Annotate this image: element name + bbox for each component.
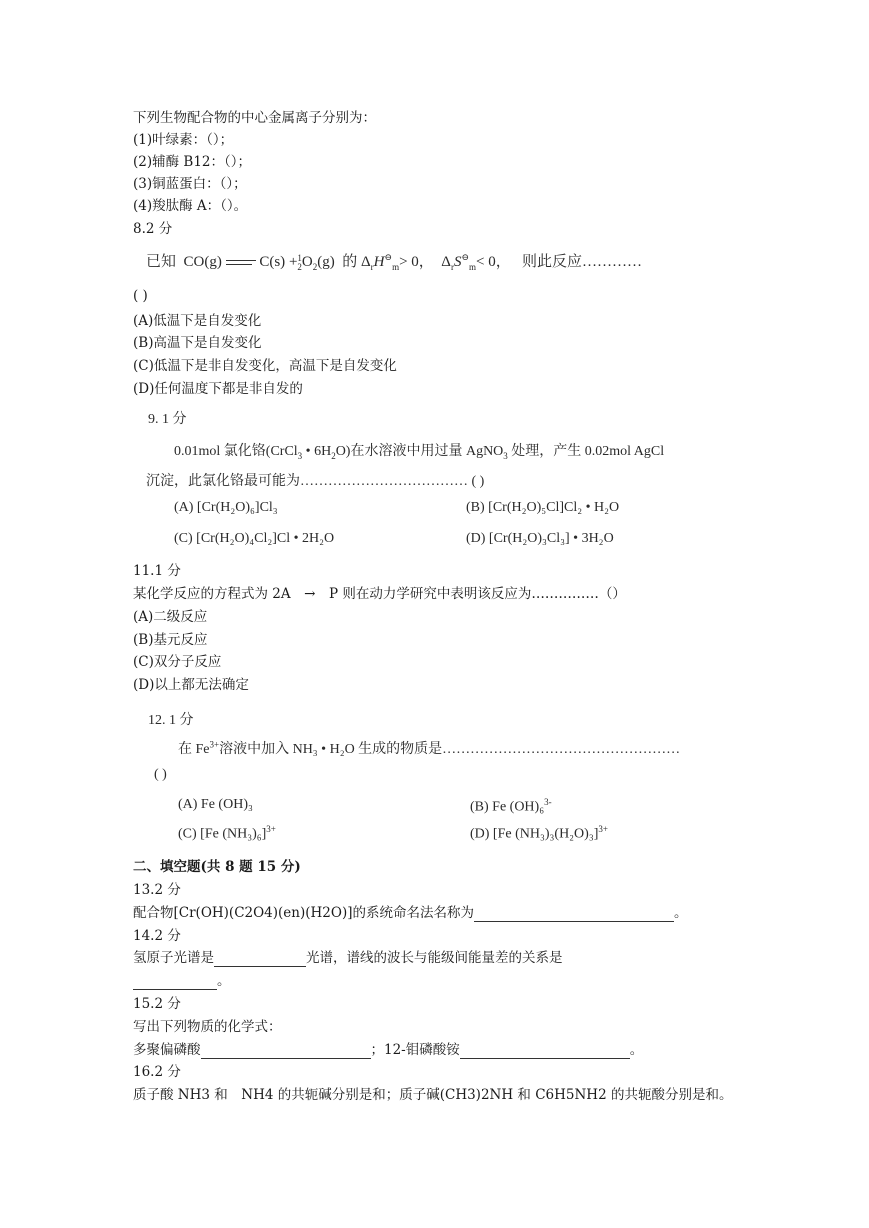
question-stem: 多聚偏磷酸 ；12-钼磷酸铵 。 [133, 1042, 644, 1058]
blank-line[interactable] [214, 952, 306, 967]
text-line: (3)铜蓝蛋白：（）； [133, 176, 247, 192]
q9-stem: 0.01mol 氯化铬(CrCl$_3$ • $6H_2O$)在水溶液中用过量 AgNO$_3$ 处理，产生 0.02mol AgCl [174, 444, 665, 461]
question-score: 8.2 分 [133, 221, 173, 237]
question-stem: 。 [133, 972, 231, 990]
option: (D)以上都无法确定 [133, 677, 249, 693]
question-score: 16.2 分 [133, 1064, 181, 1080]
option: (A) Fe (OH)₃ [178, 797, 253, 812]
q9-stem-2: 沉淀，此氯化铬最可能为……………………………… ( ) [146, 474, 485, 489]
option: (D)任何温度下都是非自发的 [133, 381, 303, 397]
option: (C) [Cr(H₂O)₄Cl₂]Cl • 2H₂O [174, 531, 335, 546]
q9-number: 9. 1 分 [148, 412, 187, 427]
option: (B) Fe (OH)₆$^{3-}$ [470, 797, 552, 815]
blank-line[interactable] [474, 907, 674, 922]
section-heading: 二、填空题(共 8 题 15 分) [133, 859, 301, 875]
question-stem: 质子酸 NH3 和 NH4 的共轭碱分别是和；质子碱(CH3)2NH 和 C6H5NH2 的共轭酸分别是和。 [133, 1087, 733, 1103]
q8-equation: 已知 CO(g) C(s) +1 $2O_2(g)$ 的 $\Delta_rH^⊖_m> 0$， $\Delta_rS^⊖_m< 0$， 则此反应………… [146, 252, 642, 272]
blank-line[interactable] [460, 1044, 630, 1059]
option: (D) [Cr(H₂O)₃Cl₃] • 3H₂O [466, 531, 614, 546]
text-line: (1)叶绿素：（）； [133, 132, 234, 148]
text-line: (4)羧肽酶 A：（）。 [133, 198, 248, 214]
q12-stem: 在 $Fe^{3+}$溶液中加入 NH₃ • H₂O 生成的物质是…………………………………………… [178, 739, 681, 757]
question-stem: 某化学反应的方程式为 2A → P 则在动力学研究中表明该反应为……………（） [133, 586, 626, 602]
option: (A)二级反应 [133, 609, 208, 625]
option: (B)高温下是自发变化 [133, 335, 262, 351]
text-line: 下列生物配合物的中心金属离子分别为： [133, 110, 376, 126]
question-score: 11.1 分 [133, 563, 181, 579]
option: (D) [Fe (NH₃)₃(H₂O)₃]$^{3+}$ [470, 824, 608, 842]
answer-paren: ( ) [133, 288, 148, 304]
question-score: 13.2 分 [133, 882, 181, 898]
option: (A)低温下是自发变化 [133, 313, 262, 329]
option: (B)基元反应 [133, 632, 208, 648]
option: (C)双分子反应 [133, 654, 222, 670]
question-stem: 配合物[Cr(OH)(C2O4)(en)(H2O)]的系统命名法名称为 。 [133, 905, 688, 921]
equilibrium-arrow-icon [226, 259, 256, 267]
option: (A) [Cr(H₂O)₆]Cl₃ [174, 500, 278, 515]
answer-paren: ( ) [154, 767, 167, 782]
option: (C)低温下是非自发变化，高温下是自发变化 [133, 358, 397, 374]
blank-line[interactable] [133, 975, 217, 990]
q12-number: 12. 1 分 [148, 713, 194, 728]
question-stem: 氢原子光谱是 光谱，谱线的波长与能级间能量差的关系是 [133, 950, 563, 966]
text-line: (2)辅酶 B12：（）； [133, 154, 252, 170]
option: (C) [Fe (NH₃)₆]$^{3+}$ [178, 824, 276, 842]
question-stem: 写出下列物质的化学式： [133, 1019, 282, 1035]
blank-line[interactable] [201, 1044, 371, 1059]
option: (B) [Cr(H₂O)₅Cl]Cl₂ • H₂O [466, 500, 620, 515]
question-score: 14.2 分 [133, 928, 181, 944]
question-score: 15.2 分 [133, 996, 181, 1012]
